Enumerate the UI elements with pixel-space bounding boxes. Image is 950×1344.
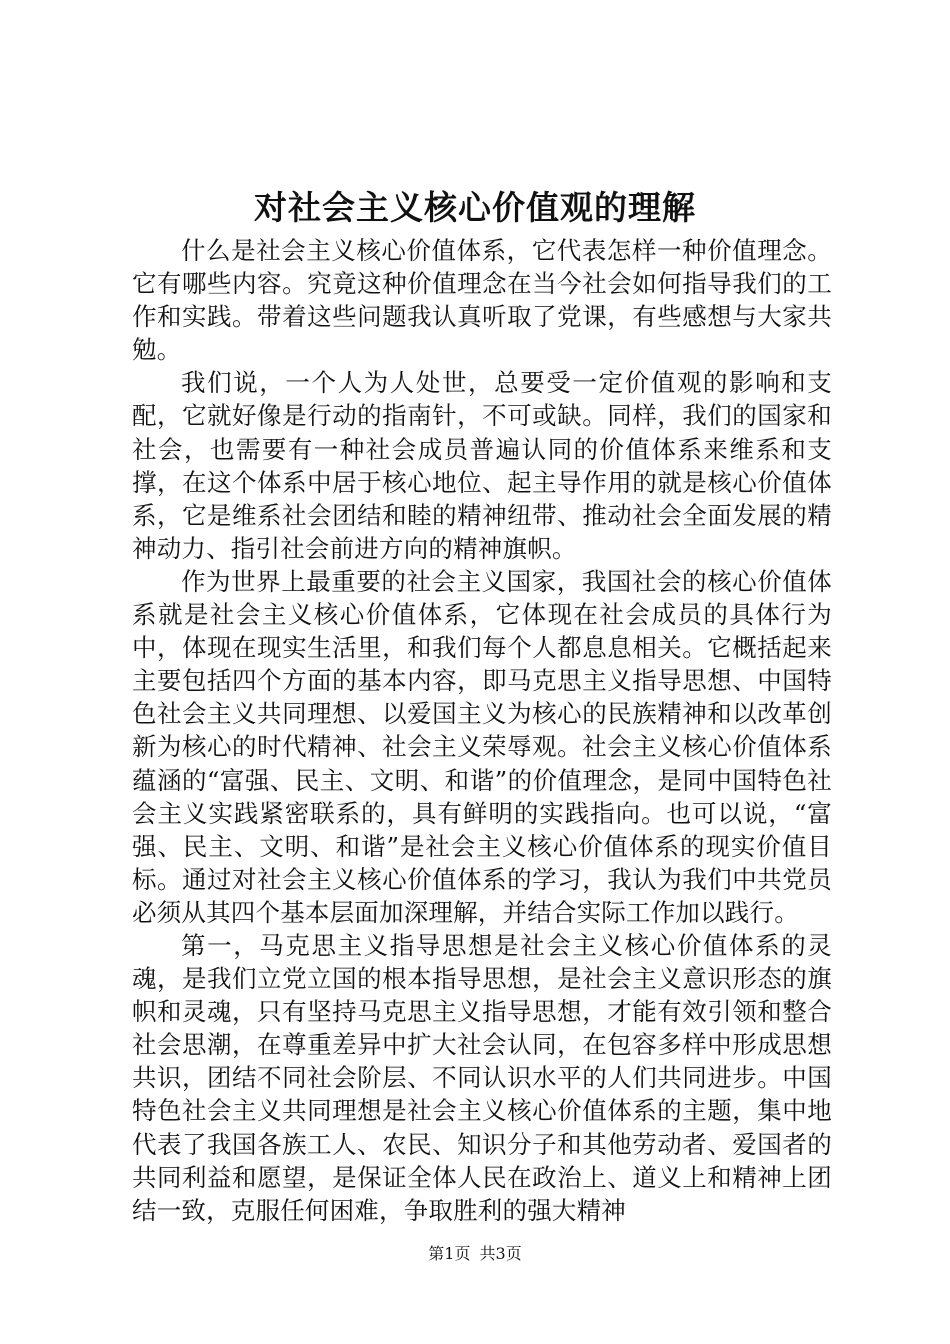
- page-footer: [0, 1243, 950, 1265]
- document-body: [132, 234, 832, 1227]
- paragraph-1: 什么是社会主义核心价值体系，它代表怎样一种价值理念。它有哪些内容。究竟这种价值理念在当今社会如何指导我们的工作和实践。带着这些问题我认真听取了党课，有些感想与大家共勉。: [132, 236, 832, 365]
- paragraph-3: 作为世界上最重要的社会主义国家，我国社会的核心价值体系就是社会主义核心价值体系，它体现在社会成员的具体行为中，体现在现实生活里，和我们每个人都息息相关。它概括起来主要包括四个方面的基本内容，即马克思主义指导思想、中国特色社会主义共同理想、以爱国主义为核心的民族精神和以改革创新为核心的时代精神、社会主义荣辱观。社会主义核心价值体系蕴涵的“富强、民主、文明、和谐”的价值理念，是同中国特色社会主义实践紧密联系的，具有鲜明的实践指向。也可以说，“富强、民主、文明、和谐”是社会主义核心价值体系的现实价值目标。通过对社会主义核心价值体系的学习，我认为我们中共党员必须从其四个基本层面加深理解，并结合实际工作加以践行。: [132, 566, 832, 927]
- paragraph-2: 我们说，一个人为人处世，总要受一定价值观的影响和支配，它就好像是行动的指南针，不可或缺。同样，我们的国家和社会，也需要有一种社会成员普遍认同的价值体系来维系和支撑，在这个体系中居于核心地位、起主导作用的就是核心价值体系，它是维系社会团结和睦的精神纽带、推动社会全面发展的精神动力、指引社会前进方向的精神旗帜。: [132, 368, 832, 563]
- page-number-current: 第1页: [428, 1244, 471, 1263]
- document-title: 对社会主义核心价值观的理解: [254, 188, 696, 227]
- paragraph-4: 第一，马克思主义指导思想是社会主义核心价值体系的灵魂，是我们立党立国的根本指导思想，是社会主义意识形态的旗帜和灵魂，只有坚持马克思主义指导思想，才能有效引领和整合社会思潮，在尊重差异中扩大社会认同，在包容多样中形成思想共识，团结不同社会阶层、不同认识水平的人们共同进步。中国特色社会主义共同理想是社会主义核心价值体系的主题，集中地代表了我国各族工人、农民、知识分子和其他劳动者、爱国者的共同利益和愿望，是保证全体人民在政治上、道义上和精神上团结一致，克服任何困难，争取胜利的强大精神: [132, 930, 832, 1225]
- page-number-total: 共3页: [479, 1244, 522, 1263]
